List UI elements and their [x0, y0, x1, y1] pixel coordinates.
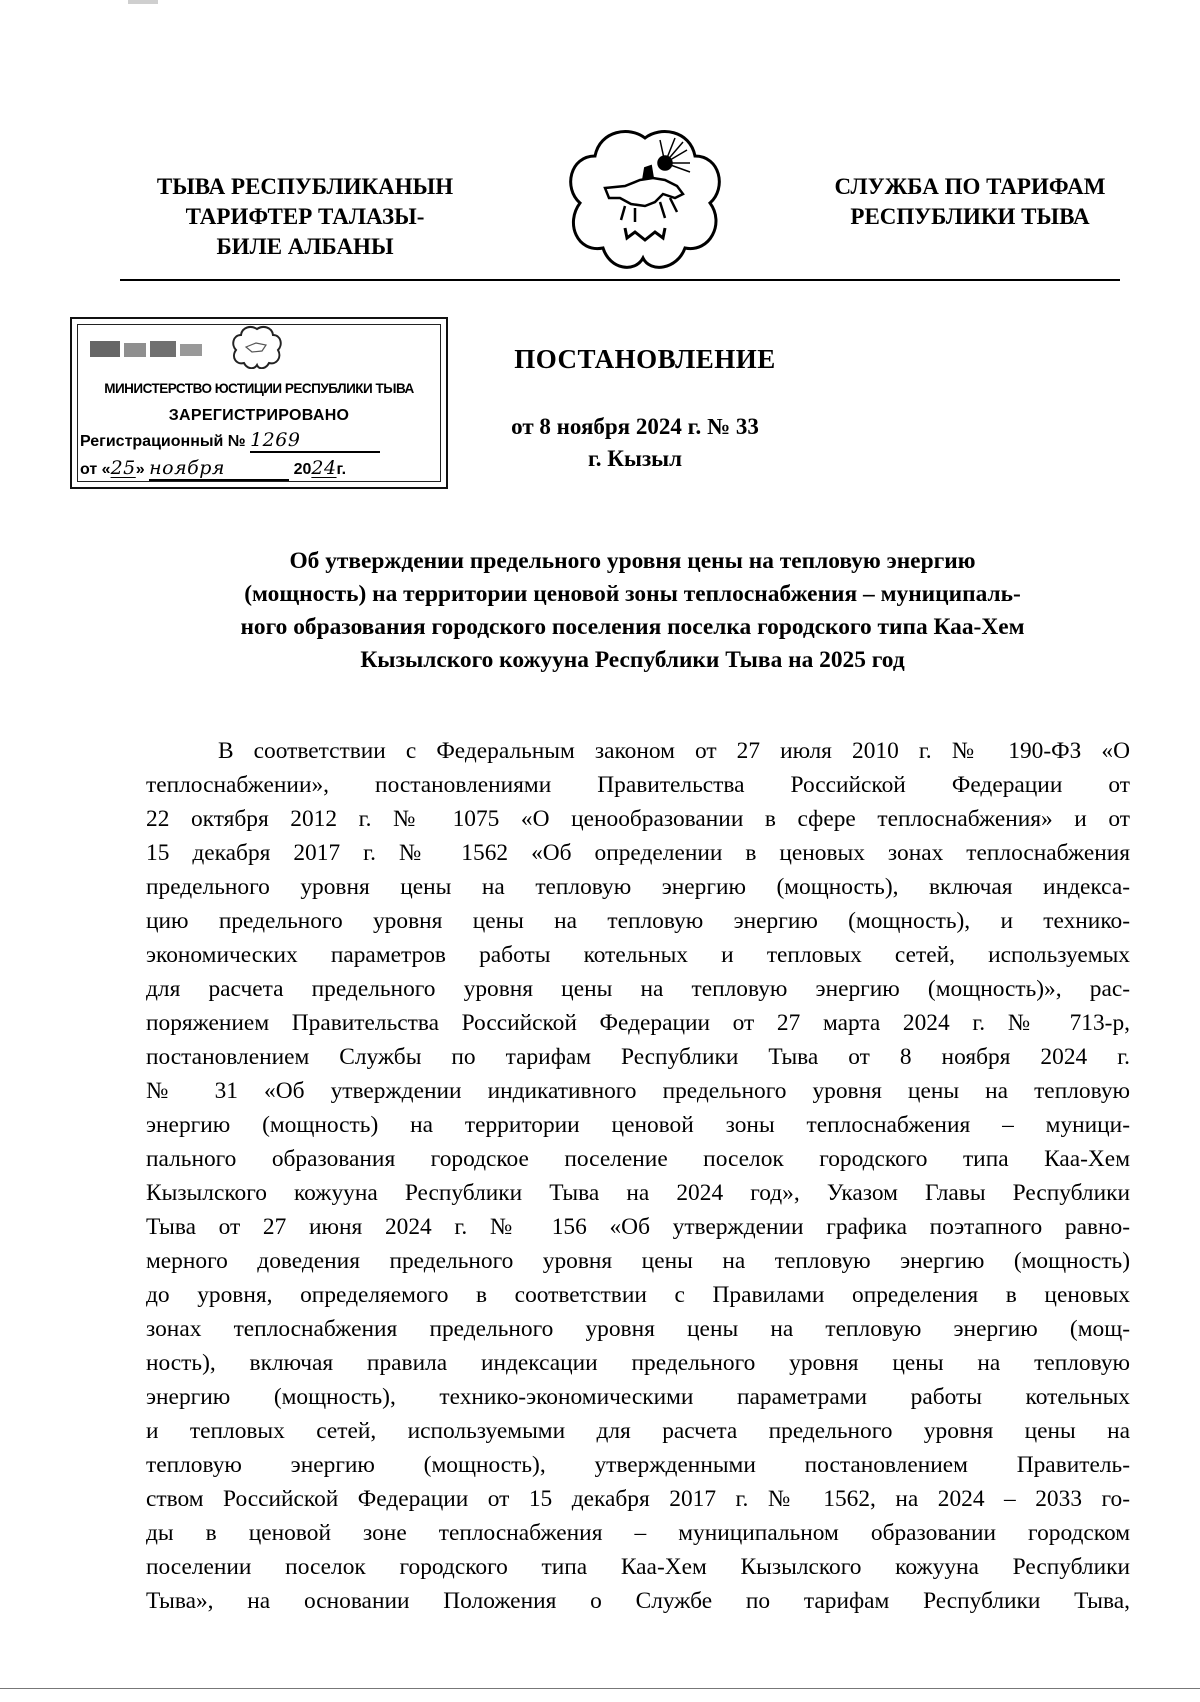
title-line: Об утверждении предельного уровня цены на тепловую энергию: [289, 548, 976, 574]
stamp-seal-blur-icon: [90, 337, 205, 361]
tuva-emblem-icon: [565, 128, 725, 273]
stamp-date-mid: »: [135, 461, 145, 478]
header-right-line: СЛУЖБА ПО ТАРИФАМ: [834, 174, 1106, 199]
document-title: [135, 545, 1130, 677]
body-line: ды в ценовой зоне теплоснабжения – муниципальном образовании городском: [146, 1520, 1130, 1546]
header-service-name: [800, 172, 1140, 232]
body-line: 15 декабря 2017 г. № 1562 «Об определении в ценовых зонах теплоснабжения: [146, 840, 1130, 866]
body-line: Тыва от 27 июня 2024 г. № 156 «Об утверждении графика поэтапного равно-: [146, 1214, 1130, 1240]
body-line: Тыва», на основании Положения о Службе по тарифам Республики Тыва,: [146, 1588, 1130, 1614]
document-date-number: от 8 ноября 2024 г. № 33: [511, 414, 759, 439]
body-line: поселении поселок городского типа Каа-Хем Кызылского кожууна Республики: [146, 1554, 1130, 1580]
stamp-reg-number-field: [250, 429, 380, 453]
header-right-line: РЕСПУБЛИКИ ТЫВА: [850, 204, 1090, 229]
body-line: ством Российской Федерации от 15 декабря 2017 г. № 1562, на 2024 – 2033 го-: [146, 1486, 1130, 1512]
stamp-date-year: 24: [311, 457, 337, 479]
body-line: цию предельного уровня цены на тепловую энергию (мощность), и технико-: [146, 908, 1130, 934]
body-line: экономических параметров работы котельных и тепловых сетей, используемых: [146, 942, 1130, 968]
body-line: пального образования городское поселение поселок городского типа Каа-Хем: [146, 1146, 1130, 1172]
body-line: ность), включая правила индексации предельного уровня цены на тепловую: [146, 1350, 1130, 1376]
scan-artifact: [128, 0, 158, 4]
body-line: постановлением Службы по тарифам Республики Тыва от 8 ноября 2024 г.: [146, 1044, 1130, 1070]
stamp-date-year-prefix: 20: [293, 461, 312, 478]
document-body: [146, 734, 1130, 1618]
body-line: мерного доведения предельного уровня цены на тепловую энергию (мощность): [146, 1248, 1130, 1274]
title-line: Кызылского кожууна Республики Тыва на 2025 год: [360, 647, 905, 673]
stamp-reg-number: 1269: [250, 429, 301, 451]
title-line: (мощность) на территории ценовой зоны теплоснабжения – муниципаль-: [244, 581, 1021, 607]
stamp-date-month-field: [149, 457, 289, 481]
title-line: ного образования городского поселения поселка городского типа Каа-Хем: [240, 614, 1025, 640]
document-type: ПОСТАНОВЛЕНИЕ: [514, 344, 776, 374]
body-line: тепловую энергию (мощность), утвержденными постановлением Правитель-: [146, 1452, 1130, 1478]
body-line: Кызылского кожууна Республики Тыва на 2024 год», Указом Главы Республики: [146, 1180, 1130, 1206]
body-line: до уровня, определяемого в соответствии с Правилами определения в ценовых: [146, 1282, 1130, 1308]
body-line: теплоснабжении», постановлениями Правительства Российской Федерации от: [146, 772, 1130, 798]
header-left-line: БИЛЕ АЛБАНЫ: [216, 234, 394, 259]
body-line: В соответствии с Федеральным законом от 27 июля 2010 г. № 190-ФЗ «О: [218, 738, 1130, 764]
stamp-registration-number-line: [80, 429, 380, 453]
stamp-ministry-text: МИНИСТЕРСТВО ЮСТИЦИИ РЕСПУБЛИКИ ТЫВА: [104, 381, 414, 396]
body-line: и тепловых сетей, используемыми для расчета предельного уровня цены на: [146, 1418, 1130, 1444]
body-line: № 31 «Об утверждении индикативного предельного уровня цены на тепловую: [146, 1078, 1130, 1104]
body-line: для расчета предельного уровня цены на тепловую энергию (мощность)», рас-: [146, 976, 1130, 1002]
scan-bottom-edge: [0, 1688, 1200, 1689]
header-divider: [120, 279, 1120, 281]
body-line: энергию (мощность) на территории ценовой зоны теплоснабжения – муници-: [146, 1112, 1130, 1138]
body-line: зонах теплоснабжения предельного уровня цены на тепловую энергию (мощ-: [146, 1316, 1130, 1342]
body-line: 22 октября 2012 г. № 1075 «О ценообразовании в сфере теплоснабжения» и от: [146, 806, 1130, 832]
stamp-date-prefix: от «: [80, 461, 111, 478]
header-tuvan-agency-name: [120, 172, 490, 262]
header-left-line: ТЫВА РЕСПУБЛИКАНЫН: [156, 174, 454, 199]
stamp-date-end: г.: [336, 461, 347, 478]
stamp-reg-label: Регистрационный №: [80, 433, 246, 450]
stamp-registered-text: ЗАРЕГИСТРИРОВАНО: [168, 407, 350, 424]
header-left-line: ТАРИФТЕР ТАЛАЗЫ-: [185, 204, 425, 229]
body-line: предельного уровня цены на тепловую энергию (мощность), включая индекса-: [146, 874, 1130, 900]
body-line: энергию (мощность), технико-экономическими параметрами работы котельных: [146, 1384, 1130, 1410]
stamp-date-line: [80, 457, 346, 481]
stamp-date-month: ноября: [149, 457, 225, 479]
document-city: г. Кызыл: [587, 446, 683, 471]
body-line: поряжением Правительства Российской Федерации от 27 марта 2024 г. № 713-р,: [146, 1010, 1130, 1036]
registration-stamp: [70, 317, 448, 489]
stamp-emblem-icon: [232, 325, 282, 369]
stamp-date-day: 25: [110, 457, 136, 479]
